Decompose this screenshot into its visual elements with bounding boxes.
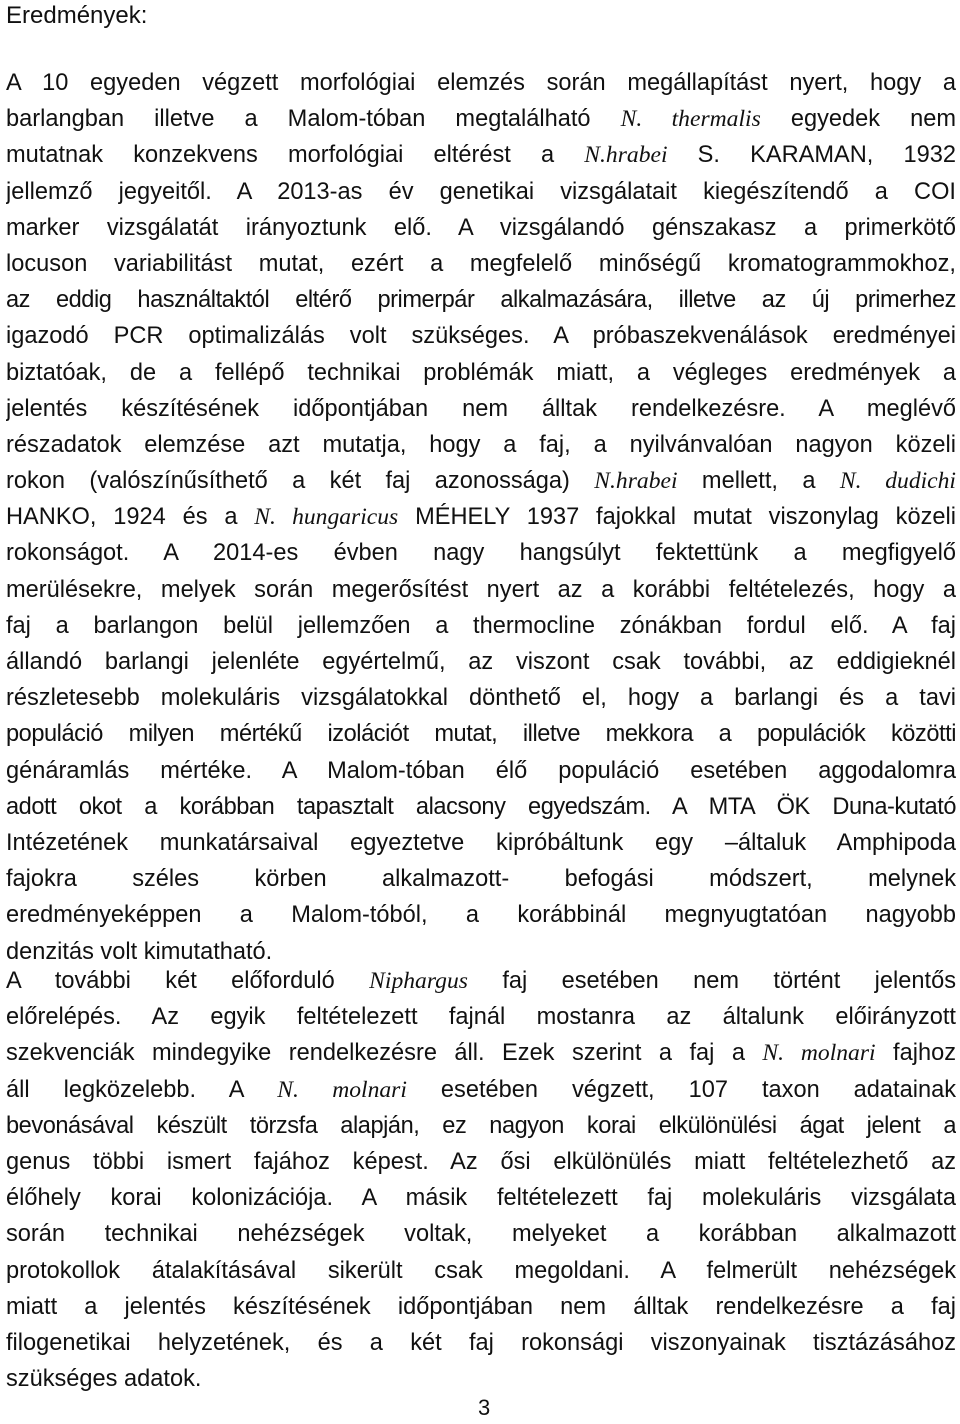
text-line	[6, 1144, 956, 1180]
text-line	[6, 644, 956, 680]
text-line	[6, 999, 956, 1035]
text-line	[6, 753, 956, 789]
text-line	[6, 825, 956, 861]
text-line	[6, 1253, 956, 1289]
text-segment: faj esetében nem történt jelentős	[467, 968, 956, 994]
text-segment: bevonásával készült törzsfa alapján, ez nagyon korai elkülönülési ágat jelent a	[6, 1112, 956, 1139]
text-segment: filogenetikai helyzetének, és a két faj rokonsági viszonyainak tisztázásához	[6, 1329, 956, 1356]
text-line	[6, 246, 956, 282]
text-line	[6, 174, 956, 210]
text-segment: fajokra széles körben alkalmazott- befogási módszert, melynek	[6, 866, 956, 893]
text-segment: genus többi ismert fajához képest. Az ősi elkülönülés miatt feltételezhető az	[6, 1148, 956, 1175]
text-segment: HANKO, 1924 és a	[6, 504, 255, 531]
text-line	[6, 427, 956, 463]
text-segment: populáció milyen mértékű izolációt mutat, illetve mekkora a populációk közötti	[6, 721, 956, 748]
text-segment: A 10 egyeden végzett morfológiai elemzés során megállapítást nyert, hogy a	[6, 70, 956, 96]
text-segment: eredményeképpen a Malom-tóból, a korábbinál megnyugtatóan nagyobb	[6, 902, 956, 929]
text-line	[6, 535, 956, 571]
text-segment: részadatok elemzése azt mutatja, hogy a faj, a nyilvánvalóan nagyon közeli	[6, 431, 956, 458]
text-line	[6, 65, 956, 101]
text-segment: miatt a jelentés készítésének időpontjában nem álltak rendelkezésre a faj	[6, 1293, 956, 1320]
text-line	[6, 355, 956, 391]
text-line	[6, 1180, 956, 1216]
text-segment: biztatóak, de a fellépő technikai problémák miatt, a végleges eredmények a	[6, 359, 956, 386]
text-segment: marker vizsgálatát irányoztunk elő. A vizsgálandó génszakasz a primerkötő	[6, 214, 956, 241]
species-name: N. thermalis	[620, 106, 761, 133]
text-segment: rokonságot. A 2014-es évben nagy hangsúlyt fektettünk a megfigyelő	[6, 540, 956, 567]
text-line	[6, 897, 956, 933]
text-line	[6, 716, 956, 752]
text-segment: barlangban illetve a Malom-tóban megtalálható	[6, 106, 621, 133]
text-segment: esetében végzett, 107 taxon adatainak	[406, 1076, 956, 1103]
species-name: N.hrabei	[584, 142, 668, 169]
text-segment: során technikai nehézségek voltak, melyeket a korábban alkalmazott	[6, 1221, 956, 1248]
text-line	[6, 1325, 956, 1361]
species-name: Niphargus	[369, 968, 468, 994]
text-line	[6, 463, 956, 499]
text-segment: rokon (valószínűsíthető a két faj azonossága)	[6, 468, 595, 495]
text-segment: szekvenciák mindegyike rendelkezésre áll. Ezek szerint a faj a	[6, 1040, 763, 1067]
text-segment: génáramlás mértéke. A Malom-tóban élő populáció esetében aggodalomra	[6, 757, 956, 784]
text-segment: protokollok átalakításával sikerült csak megoldani. A felmerült nehézségek	[6, 1257, 956, 1284]
text-segment: mellett, a	[677, 468, 840, 495]
text-line	[6, 1072, 956, 1108]
species-name: N. hungaricus	[254, 504, 399, 531]
text-line	[6, 101, 956, 137]
species-name: N. molnari	[762, 1040, 876, 1067]
text-segment: fajhoz	[875, 1040, 956, 1067]
text-line	[6, 572, 956, 608]
results-paragraph-2	[6, 963, 956, 1397]
text-segment: mutatnak konzekvens morfológiai eltérést a	[6, 142, 585, 169]
text-segment: szükséges adatok.	[6, 1366, 202, 1393]
text-line	[6, 499, 956, 535]
text-segment: igazodó PCR optimalizálás volt szükséges. A próbaszekvenálások eredményei	[6, 323, 956, 350]
text-segment: élőhely korai kolonizációja. A másik feltételezett faj molekuláris vizsgálata	[6, 1185, 956, 1212]
text-line	[6, 210, 956, 246]
text-segment: locuson variabilitást mutat, ezért a megfelelő minőségű kromatogrammokhoz,	[6, 250, 956, 277]
section-heading: Eredmények:	[6, 2, 148, 29]
text-line	[6, 963, 956, 999]
text-segment: merülésekre, melyek során megerősítést nyert az a korábbi feltételezés, hogy a	[6, 576, 956, 603]
species-name: N.hrabei	[594, 468, 678, 495]
text-line	[6, 318, 956, 354]
text-segment: denzitás volt kimutatható.	[6, 938, 273, 965]
text-line	[6, 1035, 956, 1071]
text-segment: jellemző jegyeitől. A 2013-as év genetikai vizsgálatait kiegészítendő a COI	[6, 178, 956, 205]
text-segment: A további két előforduló	[6, 968, 370, 994]
text-segment: előrelépés. Az egyik feltételezett fajnál mostanra az általunk előirányzott	[6, 1004, 956, 1031]
text-segment: az eddig használtaktól eltérő primerpár alkalmazására, illetve az új primerhez	[6, 287, 956, 314]
text-segment: Intézetének munkatársaival egyeztetve kipróbáltunk egy –általuk Amphipoda	[6, 829, 956, 856]
species-name: N. molnari	[277, 1076, 407, 1103]
text-segment: S. KARAMAN, 1932	[667, 142, 956, 169]
text-line	[6, 608, 956, 644]
species-name: N. dudichi	[839, 468, 956, 495]
text-segment: állandó barlangi jelenléte egyértelmű, az viszont csak további, az eddigieknél	[6, 649, 956, 675]
text-line	[6, 1289, 956, 1325]
text-segment: egyedek nem	[760, 106, 956, 133]
text-line	[6, 789, 956, 825]
text-line	[6, 137, 956, 173]
text-segment: MÉHELY 1937 fajokkal mutat viszonylag közeli	[398, 504, 956, 531]
text-segment: faj a barlangon belül jellemzően a thermocline zónákban fordul elő. A faj	[6, 612, 956, 639]
text-segment: áll legközelebb. A	[6, 1076, 278, 1103]
page-number: 3	[478, 1395, 491, 1420]
text-segment: jelentés készítésének időpontjában nem álltak rendelkezésre. A meglévő	[6, 395, 956, 422]
text-line	[6, 1108, 956, 1144]
text-line	[6, 1361, 956, 1397]
text-line	[6, 680, 956, 716]
text-line	[6, 861, 956, 897]
text-line	[6, 282, 956, 318]
results-paragraph-1	[6, 65, 956, 970]
text-line	[6, 1216, 956, 1252]
text-segment: adott okot a korábban tapasztalt alacsony egyedszám. A MTA ÖK Duna-kutató	[6, 793, 956, 820]
text-line	[6, 391, 956, 427]
text-segment: részletesebb molekuláris vizsgálatokkal dönthető el, hogy a barlangi és a tavi	[6, 685, 956, 712]
